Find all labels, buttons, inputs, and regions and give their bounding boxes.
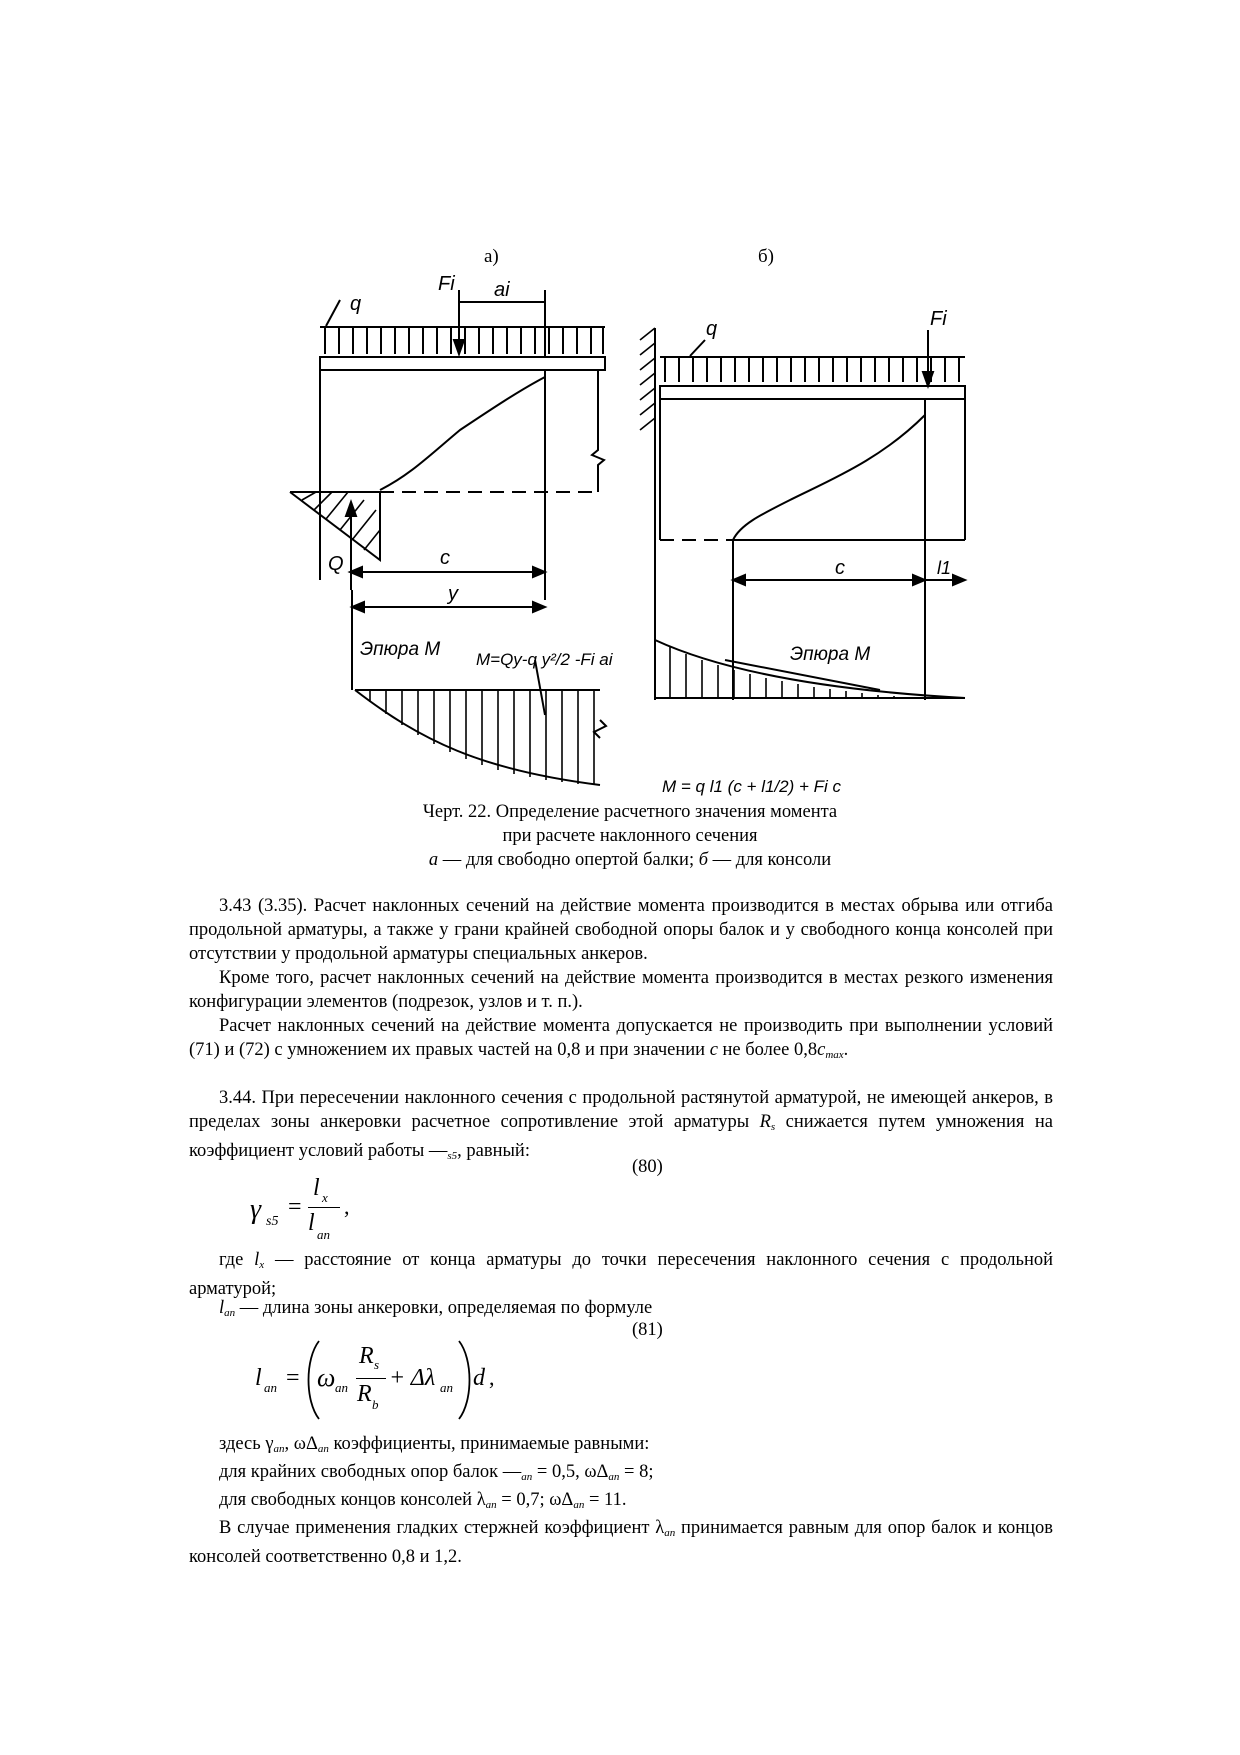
konc-an2: an xyxy=(573,1499,585,1511)
caption-line-1: Черт. 22. Определение расчетного значения момента xyxy=(422,802,838,822)
f81-den-R: R xyxy=(357,1381,372,1407)
f80-den-an: an xyxy=(317,1227,330,1242)
figure-drawing xyxy=(0,260,1240,820)
caption-line-3 xyxy=(0,848,1240,872)
label-ai: ai xyxy=(494,279,510,301)
caption-a: а xyxy=(428,850,439,870)
paragraph-3-44 xyxy=(189,1086,1053,1168)
hatch-support-a xyxy=(302,492,380,550)
f80-num-l: l xyxy=(313,1175,320,1201)
formula-80 xyxy=(250,1172,410,1242)
p344-s: s xyxy=(770,1121,776,1133)
f81-l: l xyxy=(255,1365,262,1391)
f80-sub xyxy=(266,1214,278,1230)
caption-b-text: — для консоли xyxy=(708,850,832,870)
figure-caption xyxy=(0,800,1240,872)
zdes-an1: an xyxy=(273,1443,285,1455)
label-Q: Q xyxy=(328,553,344,575)
label-q-a: q xyxy=(350,293,362,315)
gladk-2: принимается равным для опор балок и концов консолей соответственно 0,8 и 1,2. xyxy=(189,1518,1053,1567)
formula-81 xyxy=(255,1335,515,1425)
label-moment-b: M = q l1 (c + l1/2) + Fi c xyxy=(662,777,842,796)
gde-l: l xyxy=(254,1250,260,1270)
label-y: y xyxy=(448,583,458,605)
f81-num-R: R xyxy=(359,1343,374,1369)
konc-3: = 11. xyxy=(584,1490,627,1510)
f81-num-s: s xyxy=(374,1357,380,1372)
lan-an: an xyxy=(224,1307,236,1319)
p344-text-1: 3.44. При пересечении наклонного сечения с продольной растянутой арматурой, не имеющей анкеров, в пределах зоны анкеровки расчетное сопротивление этой арматуры xyxy=(189,1088,1053,1132)
f80-gamma: γ xyxy=(250,1194,262,1225)
raschet-c: c xyxy=(709,1040,718,1060)
label-c-b: c xyxy=(835,557,845,579)
krai-an1: an xyxy=(521,1471,533,1483)
paragraph-gde xyxy=(189,1248,1053,1301)
paragraph-raschet xyxy=(189,1014,1053,1067)
paragraph-gladk xyxy=(189,1516,1053,1569)
p344-text-2: снижается путем умножения на коэффициент условий работы — xyxy=(189,1112,1053,1161)
gde-text-1: где xyxy=(219,1250,255,1270)
line-zdes xyxy=(219,1432,649,1461)
zdes-2: , ωΔ xyxy=(284,1434,318,1454)
krai-3: = 8; xyxy=(619,1462,654,1482)
figure-label-b: б) xyxy=(758,246,774,267)
caption-b: б xyxy=(698,850,709,870)
f80-den-l: l xyxy=(308,1210,315,1236)
f81-d: d xyxy=(473,1365,485,1391)
f81-omega-an: an xyxy=(335,1380,348,1395)
gde-x: x xyxy=(259,1259,265,1271)
equation-number-81: (81) xyxy=(632,1320,663,1340)
f81-lambda-an: an xyxy=(440,1380,453,1395)
f80-sub-text: s5 xyxy=(266,1214,279,1229)
p344-R: R xyxy=(759,1112,771,1132)
p344-s5: s5 xyxy=(447,1150,458,1162)
f81-plus: + Δλ xyxy=(389,1365,436,1391)
wall-hatch-b xyxy=(640,328,655,430)
f81-comma: , xyxy=(489,1365,495,1390)
f81-den-b: b xyxy=(372,1397,379,1412)
label-epure-b: Эпюра М xyxy=(790,644,871,665)
krai-an2: an xyxy=(608,1471,620,1483)
f81-omega: ω xyxy=(317,1363,336,1392)
krai-2: = 0,5, ωΔ xyxy=(532,1462,609,1482)
label-Fi-b: Fi xyxy=(930,308,947,330)
f81-an: an xyxy=(264,1380,277,1395)
label-Fi-a: Fi xyxy=(438,273,455,295)
caption-a-text: — для свободно опертой балки; xyxy=(438,850,699,870)
line-krai xyxy=(219,1460,654,1489)
equation-number-80: (80) xyxy=(632,1157,663,1177)
figure-label-a: а) xyxy=(484,246,499,267)
gladk-1: В случае применения гладких стержней коэффициент λ xyxy=(219,1518,665,1538)
load-arrows-b xyxy=(665,357,959,382)
konc-2: = 0,7; ωΔ xyxy=(496,1490,574,1510)
konc-1: для свободных концов консолей λ xyxy=(219,1490,486,1510)
f81-fraction-bar xyxy=(356,1378,386,1379)
paragraph-krome: Кроме того, расчет наклонных сечений на действие момента производится в местах резкого изменения конфигурации элементов (подрезок, узлов и т. п.). xyxy=(189,968,1053,1012)
zdes-1: здесь γ xyxy=(219,1434,274,1454)
caption-line-2: при расчете наклонного сечения xyxy=(502,826,758,846)
lan-l: l xyxy=(219,1298,225,1318)
drawing-a xyxy=(290,290,606,785)
gladk-an: an xyxy=(664,1527,676,1539)
label-epure-a: Эпюра М xyxy=(360,639,441,660)
raschet-text-2: не более 0,8 xyxy=(717,1040,818,1060)
f81-eq: = xyxy=(286,1365,300,1391)
raschet-cmax: c xyxy=(817,1040,826,1060)
label-q-b: q xyxy=(706,318,718,340)
f80-eq: = xyxy=(288,1194,302,1220)
paragraph-3-43: 3.43 (3.35). Расчет наклонных сечений на действие момента производится в местах обрыва или отгиба продольной арматуры, а также у грани крайней свободной опоры балок и у свободного конца консолей при отсутствии у продольной арматуры специальных анкеров. xyxy=(189,896,1053,964)
f80-fraction-bar xyxy=(308,1207,340,1208)
label-c-a: c xyxy=(440,547,450,569)
f81-paren-right xyxy=(455,1339,475,1421)
raschet-text-1: Расчет наклонных сечений на действие момента допускается не производить при выполнении условий (71) и (72) с умножением их правых частей на 0,8 и при значении xyxy=(189,1016,1053,1060)
p344-text-3: , равный: xyxy=(457,1141,530,1161)
line-lan xyxy=(219,1296,652,1325)
line-konc xyxy=(219,1488,626,1517)
label-l1: l1 xyxy=(937,558,952,578)
lan-text: — длина зоны анкеровки, определяемая по формуле xyxy=(235,1298,653,1318)
gde-text-2: — расстояние от конца арматуры до точки пересечения наклонного сечения с продольной арматурой; xyxy=(189,1250,1053,1299)
hatch-moment-a xyxy=(370,690,594,785)
f80-num-x: x xyxy=(322,1190,328,1205)
raschet-max: max xyxy=(825,1049,844,1061)
raschet-end: . xyxy=(843,1040,849,1060)
zdes-an2: an xyxy=(317,1443,329,1455)
zdes-3: коэффициенты, принимаемые равными: xyxy=(328,1434,650,1454)
krai-1: для крайних свободных опор балок — xyxy=(219,1462,522,1482)
konc-an1: an xyxy=(485,1499,497,1511)
f80-comma: , xyxy=(344,1194,350,1219)
label-moment-a: M=Qy-q y²/2 -Fi ai xyxy=(476,650,613,669)
